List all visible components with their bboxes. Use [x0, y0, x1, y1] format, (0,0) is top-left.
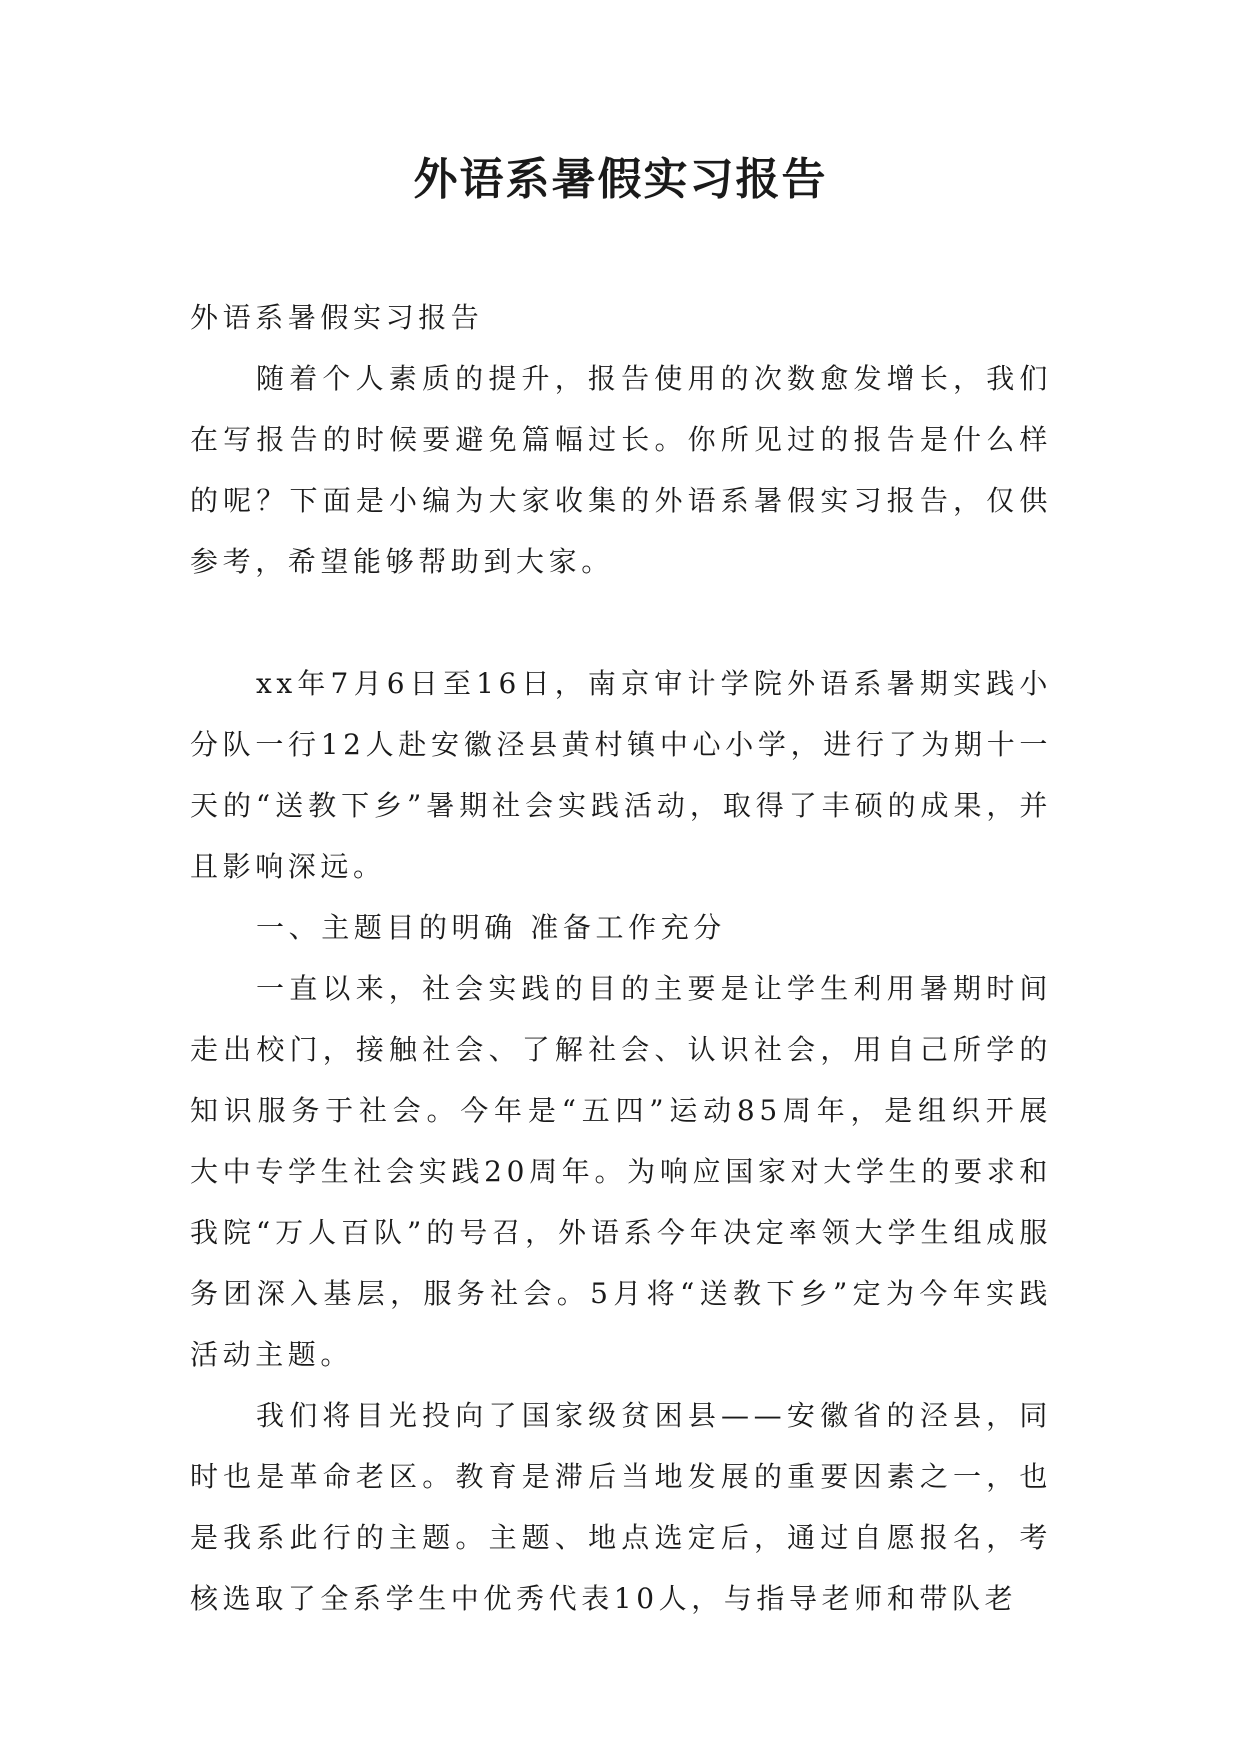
activity-paragraph: xx年7月6日至16日，南京审计学院外语系暑期实践小分队一行12人赴安徽泾县黄村镇中心小学，进行了为期十一天的“送教下乡”暑期社会实践活动，取得了丰硕的成果，并且影响深远。 — [190, 667, 1052, 883]
location-paragraph: 我们将目光投向了国家级贫困县——安徽省的泾县，同时也是革命老区。教育是滞后当地发展的重要因素之一，也是我系此行的主题。主题、地点选定后，通过自愿报名，考核选取了全系学生中优秀代表10人，与指导老师和带队老 — [190, 1399, 1052, 1615]
paragraph-gap — [190, 592, 1052, 653]
body-heading: 外语系暑假实习报告 — [190, 301, 484, 334]
purpose-paragraph: 一直以来，社会实践的目的主要是让学生利用暑期时间走出校门，接触社会、了解社会、认识社会，用自己所学的知识服务于社会。今年是“五四”运动85周年，是组织开展大中专学生社会实践20周年。为响应国家对大学生的要求和我院“万人百队”的号召，外语系今年决定率领大学生组成服务团深入基层，服务社会。5月将“送教下乡”定为今年实践活动主题。 — [190, 972, 1052, 1371]
document-title: 外语系暑假实习报告 — [413, 154, 828, 205]
section-heading: 一、主题目的明确 准备工作充分 — [256, 911, 726, 944]
intro-paragraph: 随着个人素质的提升，报告使用的次数愈发增长，我们在写报告的时候要避免篇幅过长。你所见过的报告是什么样的呢？下面是小编为大家收集的外语系暑假实习报告，仅供参考，希望能够帮助到大家。 — [190, 362, 1052, 578]
document-body — [190, 287, 1052, 1629]
